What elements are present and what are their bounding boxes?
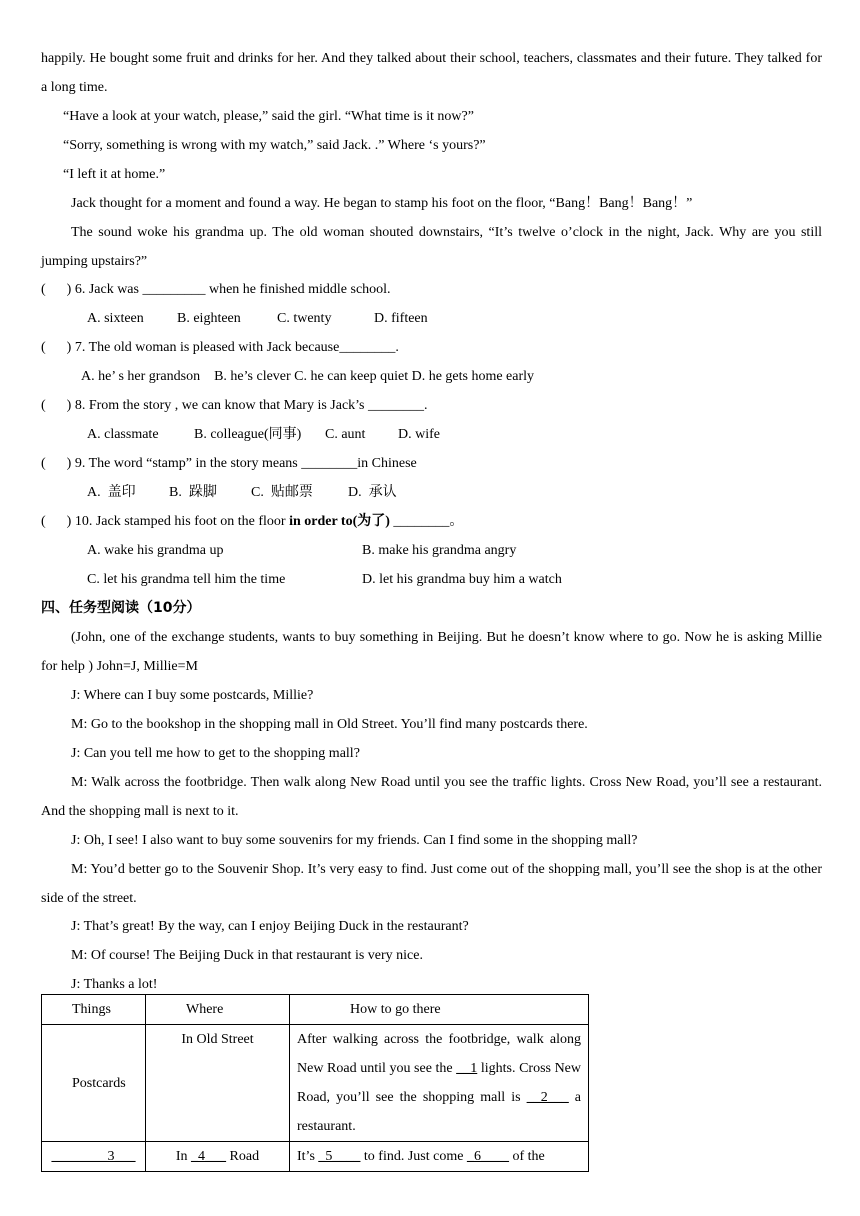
passage-paragraph: Jack thought for a moment and found a way. He began to stamp his foot on the floor, “Bang！Bang！Bang！”	[71, 196, 693, 211]
dialogue-line: J: That’s great! By the way, can I enjoy Beijing Duck in the restaurant?	[71, 919, 469, 934]
question-10-option-b: B. make his grandma angry	[362, 543, 517, 558]
cell-how	[290, 1142, 589, 1172]
blank-1: __1	[456, 1061, 478, 1076]
header-things: Things	[42, 995, 146, 1025]
question-9-option-c: C. 贴邮票	[251, 485, 313, 500]
blank-6: _6____	[466, 1149, 509, 1164]
question-10-bold-phrase: in order to(为了)	[289, 514, 390, 529]
passage-paragraph: The sound woke his grandma up. The old woman shouted downstairs, “It’s twelve o’clock in the night, Jack. Why are you still jumping upstairs?”	[41, 225, 822, 269]
dialogue-line: J: Oh, I see! I also want to buy some souvenirs for my friends. Can I find some in the shopping mall?	[71, 833, 638, 848]
question-6-option-c: C. twenty	[277, 311, 332, 326]
passage-paragraph: “I left it at home.”	[63, 167, 166, 182]
question-10-stem-end: ________。	[389, 514, 464, 529]
question-6-stem: ( ) 6. Jack was _________ when he finished middle school.	[41, 282, 391, 297]
where-text: In	[175, 1149, 192, 1164]
dialogue-line: M: Walk across the footbridge. Then walk along New Road until you see the traffic lights. Cross New Road, you’ll see a restaurant. And the shopping mall is next to it.	[41, 775, 822, 819]
dialogue-line: J: Can you tell me how to get to the shopping mall?	[71, 746, 360, 761]
question-10-option-c: C. let his grandma tell him the time	[87, 572, 286, 587]
how-text: lights. Cross New Road, you’ll see the shopping mall is	[297, 1061, 582, 1105]
cell-thing	[42, 1142, 146, 1172]
dialogue-line: M: You’d better go to the Souvenir Shop. It’s very easy to find. Just come out of the shopping mall, you’ll see the shop is at the other side of the street.	[41, 862, 822, 906]
blank-3: ________3___	[51, 1149, 136, 1164]
question-10-stem	[41, 512, 463, 532]
question-7-stem: ( ) 7. The old woman is pleased with Jack because________.	[41, 340, 399, 355]
question-9-stem: ( ) 9. The word “stamp” in the story means ________in Chinese	[41, 456, 417, 471]
blank-4: _4___	[191, 1149, 227, 1164]
table-row	[42, 1025, 589, 1142]
header-where: Where	[146, 995, 290, 1025]
question-9-option-a: A. 盖印	[87, 485, 136, 500]
how-text: It’s	[297, 1149, 319, 1164]
passage-paragraph: “Have a look at your watch, please,” said the girl. “What time is it now?”	[63, 109, 474, 124]
how-text: of the	[508, 1149, 545, 1164]
question-6-option-a: A. sixteen	[87, 311, 144, 326]
question-10-option-d: D. let his grandma buy him a watch	[362, 572, 562, 587]
section-heading: 四、任务型阅读（10分）	[41, 600, 201, 616]
question-10-stem-text: ( ) 10. Jack stamped his foot on the floor	[41, 514, 290, 529]
question-8-option-d: D. wife	[398, 427, 440, 442]
how-text: a restaurant.	[297, 1090, 581, 1134]
how-text: to find. Just come	[360, 1149, 467, 1164]
question-8-option-b: B. colleague(同事)	[194, 427, 302, 442]
task-table	[41, 994, 589, 1172]
question-6-option-d: D. fifteen	[374, 311, 428, 326]
cell-thing: Postcards	[42, 1025, 146, 1142]
question-8-option-a: A. classmate	[87, 427, 159, 442]
dialogue-line: M: Go to the bookshop in the shopping mall in Old Street. You’ll find many postcards there.	[71, 717, 588, 732]
cell-where	[146, 1142, 290, 1172]
table-header-row	[42, 995, 589, 1025]
question-9-option-d: D. 承认	[348, 485, 397, 500]
question-7-options: A. he’ s her grandson B. he’s clever C. he can keep quiet D. he gets home early	[81, 369, 535, 384]
cell-where: In Old Street	[146, 1025, 290, 1142]
where-text: Road	[226, 1149, 260, 1164]
section-intro: (John, one of the exchange students, wants to buy something in Beijing. But he doesn’t know where to go. Now he is asking Millie for help ) John=J, Millie=M	[41, 630, 822, 674]
question-6-option-b: B. eighteen	[177, 311, 241, 326]
question-8-option-c: C. aunt	[325, 427, 366, 442]
passage-paragraph: “Sorry, something is wrong with my watch,” said Jack. .” Where ‘s yours?”	[63, 138, 486, 153]
dialogue-line: M: Of course! The Beijing Duck in that restaurant is very nice.	[71, 948, 423, 963]
dialogue-line: J: Thanks a lot!	[71, 977, 158, 992]
question-10-option-a: A. wake his grandma up	[87, 543, 224, 558]
table-row	[42, 1142, 589, 1172]
dialogue-line: J: Where can I buy some postcards, Millie?	[71, 688, 314, 703]
blank-2: __2___	[526, 1090, 569, 1105]
header-how: How to go there	[290, 995, 589, 1025]
question-9-option-b: B. 跺脚	[169, 485, 217, 500]
question-8-stem: ( ) 8. From the story , we can know that Mary is Jack’s ________.	[41, 398, 428, 413]
passage-paragraph: happily. He bought some fruit and drinks for her. And they talked about their school, teachers, classmates and their future. They talked for a long time.	[41, 51, 822, 95]
blank-5: _5____	[318, 1149, 361, 1164]
cell-how	[290, 1025, 589, 1142]
how-text: After walking across the footbridge, walk along New Road until you see the	[297, 1032, 581, 1076]
